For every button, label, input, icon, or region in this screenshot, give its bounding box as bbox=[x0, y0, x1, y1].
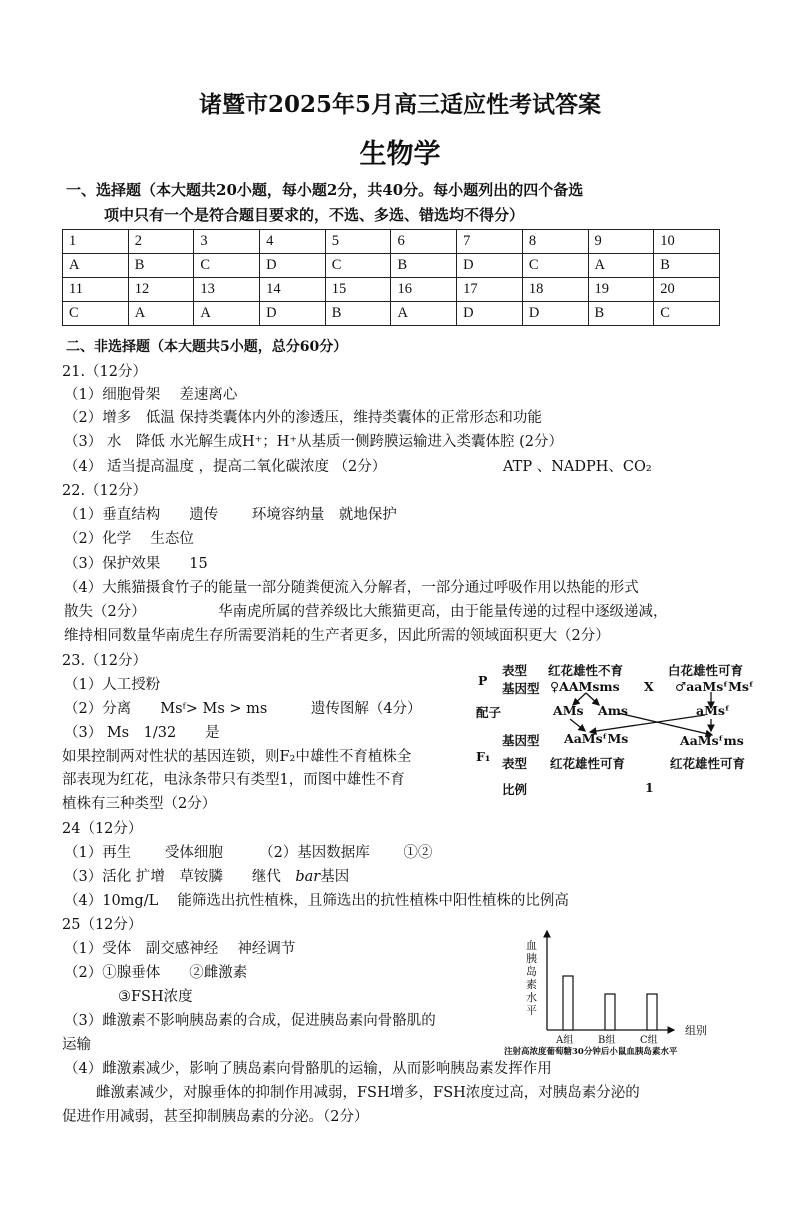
chart-caption: 注射高浓度葡萄糖30分钟后小鼠血胰岛素水平 bbox=[504, 1047, 678, 1057]
q22-answer-4: （4）大熊猫摄食竹子的能量一部分随粪便流入分解者，一部分通过呼吸作用以热能的形式 bbox=[64, 580, 639, 596]
diagram-genotype-label: 基因型 bbox=[502, 681, 540, 696]
question-number-cell: 18 bbox=[522, 278, 588, 302]
q22-answer-1: （1）垂直结构 遗传 环境容纳量 就地保护 bbox=[64, 507, 397, 523]
genetic-diagram bbox=[470, 655, 790, 805]
answer-table-row bbox=[63, 278, 720, 302]
q25-answer-4b: 雌激素减少，对腺垂体的抑制作用减弱，FSH增多，FSH浓度过高，对胰岛素分泌的 bbox=[96, 1085, 640, 1101]
diagram-gamete-2: Ams bbox=[598, 703, 628, 718]
q21-answer-3: （3） 水 降低 水光解生成H⁺；H⁺从基质一侧跨膜运输进入类囊体腔 (2分） bbox=[64, 434, 564, 450]
answer-cell: A bbox=[63, 254, 129, 278]
diagram-f1-geno-2: AaMsᶠms bbox=[680, 733, 744, 748]
question-number-cell: 3 bbox=[194, 230, 260, 254]
section2-header: 二、非选择题（本大题共5小题，总分60分） bbox=[66, 339, 348, 355]
q25-answer-4: （4）雌激素减少，影响了胰岛素向骨骼肌的运输，从而影响胰岛素发挥作用 bbox=[64, 1061, 552, 1077]
question-number-cell: 2 bbox=[128, 230, 194, 254]
answer-cell: C bbox=[654, 302, 720, 326]
question-number-cell: 12 bbox=[128, 278, 194, 302]
section1-header: 一、选择题（本大题共20小题，每小题2分，共40分。每小题列出的四个备选 bbox=[66, 181, 584, 199]
question-number-cell: 20 bbox=[654, 278, 720, 302]
answer-table-row bbox=[63, 302, 720, 326]
q24-answer-1-2: （1）再生 受体细胞 （2）基因数据库 ①② bbox=[64, 845, 433, 861]
diagram-f1-pheno-2: 红花雄性可育 bbox=[670, 756, 746, 771]
q24-title: 24（12分） bbox=[62, 821, 143, 837]
question-number-cell: 1 bbox=[63, 230, 129, 254]
x-tick-label: B组 bbox=[598, 1035, 616, 1046]
q23-answer-1: （1）人工授粉 bbox=[64, 677, 161, 693]
q25-answer-1: （1）受体 副交感神经 神经调节 bbox=[64, 941, 296, 957]
diagram-f1-phenotype-label: 表型 bbox=[502, 756, 528, 771]
q22-title: 22.（12分） bbox=[62, 483, 148, 499]
answer-table bbox=[62, 229, 720, 326]
question-number-cell: 11 bbox=[63, 278, 129, 302]
doc-subtitle: 生物学 bbox=[359, 139, 441, 170]
answer-cell: A bbox=[588, 254, 654, 278]
y-axis-label: 血胰岛素水平 bbox=[526, 939, 537, 1017]
question-number-cell: 6 bbox=[391, 230, 457, 254]
diagram-f1-geno-1: AaMsᶠMs bbox=[564, 731, 629, 746]
q25-answer-2: （2）①腺垂体 ②雌激素 bbox=[64, 965, 248, 981]
q24-answer-4: （4）10mg/L 能筛选出抗性植株，且筛选出的抗性植株中阳性植株的比例高 bbox=[64, 893, 569, 909]
answer-cell: A bbox=[128, 302, 194, 326]
q22-answer-4c: 华南虎所属的营养级比大熊猫更高，由于能量传递的过程中逐级递减， bbox=[218, 604, 668, 620]
answer-cell: A bbox=[391, 302, 457, 326]
q23-answer-3d: 植株有三种类型（2分） bbox=[62, 796, 217, 812]
answer-cell: B bbox=[588, 302, 654, 326]
answer-cell: C bbox=[325, 254, 391, 278]
question-number-cell: 4 bbox=[260, 230, 326, 254]
q25-answer-3: （3）雌激素不影响胰岛素的合成，促进胰岛素向骨骼肌的 bbox=[64, 1013, 436, 1029]
answer-cell: D bbox=[457, 254, 523, 278]
diagram-f1-pheno-1: 红花雄性可育 bbox=[550, 756, 626, 771]
q21-answer-4: （4） 适当提高温度 ，提高二氧化碳浓度 （2分） bbox=[64, 459, 387, 475]
bar-0 bbox=[563, 976, 573, 1030]
question-number-cell: 15 bbox=[325, 278, 391, 302]
q21-answer-4b: ATP 、NADPH、CO₂ bbox=[503, 459, 652, 475]
bar-2 bbox=[647, 994, 657, 1030]
x-tick-label: C组 bbox=[640, 1035, 658, 1046]
diagram-p-female-geno: ♀AAMsms bbox=[550, 679, 620, 694]
question-number-cell: 7 bbox=[457, 230, 523, 254]
answer-cell: D bbox=[260, 254, 326, 278]
question-number-cell: 13 bbox=[194, 278, 260, 302]
answer-cell: D bbox=[522, 302, 588, 326]
diagram-p-label: P bbox=[478, 673, 488, 688]
answer-cell: A bbox=[194, 302, 260, 326]
diagram-p-male-pheno: 白花雄性可育 bbox=[668, 663, 744, 678]
doc-title: 诸暨市2025年5月高三适应性考试答案 bbox=[198, 91, 602, 118]
x-tick-label: A组 bbox=[556, 1035, 574, 1046]
answer-cell: B bbox=[325, 302, 391, 326]
q21-answer-2: （2）增多 低温 保持类囊体内外的渗透压，维持类囊体的正常形态和功能 bbox=[64, 410, 542, 426]
q23-answer-3c: 部表现为红花，电泳条带只有类型1，而图中雄性不育 bbox=[62, 772, 405, 788]
diagram-f1-genotype-label: 基因型 bbox=[502, 733, 540, 748]
insulin-chart bbox=[500, 925, 740, 1065]
q25-title: 25（12分） bbox=[62, 917, 143, 933]
q22-answer-2: （2）化学 生态位 bbox=[64, 531, 194, 547]
answer-cell: B bbox=[654, 254, 720, 278]
question-number-cell: 17 bbox=[457, 278, 523, 302]
q25-answer-2b: ③FSH浓度 bbox=[118, 989, 193, 1005]
answer-cell: B bbox=[128, 254, 194, 278]
question-number-cell: 19 bbox=[588, 278, 654, 302]
answer-cell: C bbox=[522, 254, 588, 278]
q21-answer-1: （1）细胞骨架 差速离心 bbox=[64, 387, 238, 403]
diagram-f1-label: F₁ bbox=[476, 749, 491, 764]
answer-cell: C bbox=[194, 254, 260, 278]
q25-answer-3b: 运输 bbox=[62, 1037, 91, 1053]
q22-answer-4b: 散失（2分） bbox=[64, 604, 146, 620]
diagram-cross: X bbox=[644, 679, 654, 694]
diagram-phenotype-label: 表型 bbox=[502, 663, 528, 678]
question-number-cell: 16 bbox=[391, 278, 457, 302]
answer-table-row bbox=[63, 230, 720, 254]
diagram-ratio-label: 比例 bbox=[502, 782, 528, 797]
diagram-ratio: 1 bbox=[645, 780, 654, 795]
x-axis-label: 组别 bbox=[685, 1024, 707, 1037]
bar-1 bbox=[605, 994, 615, 1030]
answer-table-row bbox=[63, 254, 720, 278]
q24-gene-text: 基因 bbox=[320, 869, 350, 885]
diagram-p-female-pheno: 红花雄性不育 bbox=[548, 663, 624, 678]
diagram-gamete-label: 配子 bbox=[476, 705, 502, 720]
section1-header-cont: 项中只有一个是符合题目要求的，不选、多选、错选均不得分） bbox=[104, 206, 525, 224]
q23-answer-3b: 如果控制两对性状的基因连锁，则F₂中雄性不育植株全 bbox=[62, 749, 412, 765]
q21-title: 21.（12分） bbox=[62, 364, 148, 380]
question-number-cell: 8 bbox=[522, 230, 588, 254]
answer-cell: C bbox=[63, 302, 129, 326]
question-number-cell: 9 bbox=[588, 230, 654, 254]
q25-answer-4c: 促进作用减弱，甚至抑制胰岛素的分泌。（2分） bbox=[62, 1109, 369, 1125]
q24-answer-3-text: （3）活化 扩增 草铵膦 继代 bbox=[64, 869, 296, 885]
answer-cell: B bbox=[391, 254, 457, 278]
answer-cell: D bbox=[260, 302, 326, 326]
answer-cell: D bbox=[457, 302, 523, 326]
q23-answer-2: （2）分离 Msᶠ> Ms > ms 遗传图解（4分） bbox=[64, 701, 422, 717]
question-number-cell: 10 bbox=[654, 230, 720, 254]
q24-bar-gene-italic: bar bbox=[295, 869, 321, 885]
q22-answer-4d: 维持相同数量华南虎生存所需要消耗的生产者更多，因此所需的领域面积更大（2分） bbox=[64, 628, 610, 644]
diagram-p-male-geno: ♂aaMsᶠMsᶠ bbox=[675, 679, 754, 694]
q23-answer-3: （3） Ms 1/32 是 bbox=[64, 725, 220, 741]
question-number-cell: 14 bbox=[260, 278, 326, 302]
q23-title: 23.（12分） bbox=[62, 653, 148, 669]
diagram-gamete-1: AMs bbox=[553, 703, 584, 718]
diagram-gamete-3: aMsᶠ bbox=[696, 703, 730, 718]
question-number-cell: 5 bbox=[325, 230, 391, 254]
q22-answer-3: （3）保护效果 15 bbox=[64, 556, 208, 572]
q24-answer-3 bbox=[64, 867, 349, 887]
